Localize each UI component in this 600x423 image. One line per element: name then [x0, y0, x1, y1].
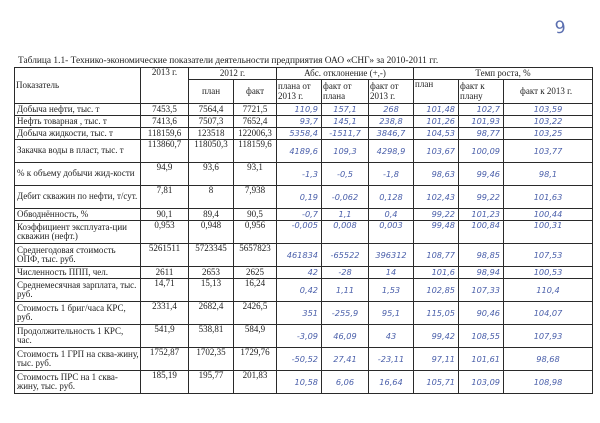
- cell-handwritten-fact-plan-dev: -0,062: [322, 186, 369, 209]
- row-label: Обводнённость, %: [15, 209, 141, 221]
- cell-2013: 7,81: [141, 186, 189, 209]
- cell-handwritten-growth-plan: 105,71: [414, 371, 459, 394]
- cell-2013: 0,953: [141, 221, 189, 244]
- cell-handwritten-fact-2013-dev: 0,4: [369, 209, 414, 221]
- row-label: Продолжительность 1 КРС, час.: [15, 325, 141, 348]
- col-header-growth-fact-to-plan: факт к плану: [459, 80, 504, 104]
- cell-handwritten-fact-2013-dev: 95,1: [369, 302, 414, 325]
- cell-handwritten-fact-2013-dev: 3846,7: [369, 128, 414, 140]
- col-header-indicator: Показатель: [15, 68, 141, 104]
- cell-handwritten-plan-dev: 0,19: [277, 186, 322, 209]
- cell-handwritten-growth-fact-plan: 100,84: [459, 221, 504, 244]
- cell-fact: 122006,3: [234, 128, 277, 140]
- row-label: Коэффициент эксплуата-ции скважин (нефт.): [15, 221, 141, 244]
- cell-2013: 1752,87: [141, 348, 189, 371]
- cell-handwritten-plan-dev: 93,7: [277, 116, 322, 128]
- cell-handwritten-growth-plan: 101,48: [414, 104, 459, 116]
- cell-handwritten-plan-dev: -0,005: [277, 221, 322, 244]
- cell-handwritten-fact-plan-dev: -0,5: [322, 163, 369, 186]
- row-label: Среднемесячная зарплата, тыс. руб.: [15, 279, 141, 302]
- cell-fact: 7652,4: [234, 116, 277, 128]
- table-row: [15, 128, 593, 140]
- row-label: Численность ППП, чел.: [15, 267, 141, 279]
- cell-handwritten-fact-plan-dev: 157,1: [322, 104, 369, 116]
- col-header-plan: план: [189, 80, 234, 104]
- cell-handwritten-growth-fact-2013: 100,44: [504, 209, 593, 221]
- row-label: Нефть товарная , тыс. т: [15, 116, 141, 128]
- cell-handwritten-growth-fact-plan: 101,61: [459, 348, 504, 371]
- cell-fact: 584,9: [234, 325, 277, 348]
- cell-handwritten-fact-plan-dev: 1,1: [322, 209, 369, 221]
- cell-handwritten-plan-dev: 461834: [277, 244, 322, 267]
- cell-handwritten-plan-dev: 42: [277, 267, 322, 279]
- cell-handwritten-growth-fact-plan: 101,23: [459, 209, 504, 221]
- cell-handwritten-growth-fact-plan: 102,7: [459, 104, 504, 116]
- table-row: [15, 186, 593, 209]
- cell-handwritten-growth-fact-plan: 98,77: [459, 128, 504, 140]
- table-row: [15, 140, 593, 163]
- cell-handwritten-fact-plan-dev: 145,1: [322, 116, 369, 128]
- cell-2013: 7413,6: [141, 116, 189, 128]
- row-label: Дебит скважин по нефти, т/сут.: [15, 186, 141, 209]
- cell-handwritten-fact-plan-dev: 6,06: [322, 371, 369, 394]
- col-header-growth-rate: Темп роста, %: [414, 68, 593, 80]
- cell-fact: 5657823: [234, 244, 277, 267]
- cell-handwritten-fact-plan-dev: 0,008: [322, 221, 369, 244]
- cell-handwritten-growth-plan: 97,11: [414, 348, 459, 371]
- table-row: [15, 116, 593, 128]
- cell-handwritten-growth-fact-2013: 98,68: [504, 348, 593, 371]
- cell-handwritten-fact-2013-dev: -1,8: [369, 163, 414, 186]
- row-label: Закачка воды в пласт, тыс. т: [15, 140, 141, 163]
- cell-handwritten-growth-fact-2013: 107,93: [504, 325, 593, 348]
- cell-2013: 185,19: [141, 371, 189, 394]
- cell-2013: 113860,7: [141, 140, 189, 163]
- cell-handwritten-growth-plan: 101,6: [414, 267, 459, 279]
- col-header-fact-from-plan: факт от плана: [322, 80, 369, 104]
- col-header-2013: 2013 г.: [141, 68, 189, 104]
- row-label: Среднегодовая стоимость ОПФ, тыс. руб.: [15, 244, 141, 267]
- cell-handwritten-plan-dev: -1,3: [277, 163, 322, 186]
- cell-plan: 0,948: [189, 221, 234, 244]
- cell-handwritten-growth-plan: 99,48: [414, 221, 459, 244]
- table-row: [15, 348, 593, 371]
- cell-2013: 90,1: [141, 209, 189, 221]
- cell-handwritten-fact-plan-dev: 46,09: [322, 325, 369, 348]
- cell-handwritten-growth-plan: 104,53: [414, 128, 459, 140]
- cell-handwritten-growth-fact-2013: 104,07: [504, 302, 593, 325]
- cell-fact: 16,24: [234, 279, 277, 302]
- cell-handwritten-growth-fact-plan: 108,55: [459, 325, 504, 348]
- cell-plan: 123518: [189, 128, 234, 140]
- row-label: Добыча нефти, тыс. т: [15, 104, 141, 116]
- handwritten-page-number: 9: [553, 17, 567, 39]
- cell-fact: 90,5: [234, 209, 277, 221]
- cell-2013: 2331,4: [141, 302, 189, 325]
- cell-plan: 93,6: [189, 163, 234, 186]
- cell-handwritten-fact-plan-dev: -255,9: [322, 302, 369, 325]
- col-header-abs-deviation: Абс. отклонение (+,-): [277, 68, 414, 80]
- row-label: Добыча жидкости, тыс. т: [15, 128, 141, 140]
- cell-plan: 15,13: [189, 279, 234, 302]
- cell-plan: 7507,3: [189, 116, 234, 128]
- cell-handwritten-plan-dev: -0,7: [277, 209, 322, 221]
- table-row: [15, 104, 593, 116]
- col-header-plan-from-2013: плана от 2013 г.: [277, 80, 322, 104]
- cell-handwritten-fact-plan-dev: -1511,7: [322, 128, 369, 140]
- cell-fact: 2426,5: [234, 302, 277, 325]
- cell-handwritten-plan-dev: 4189,6: [277, 140, 322, 163]
- cell-handwritten-growth-fact-2013: 107,53: [504, 244, 593, 267]
- cell-2013: 118159,6: [141, 128, 189, 140]
- cell-plan: 89,4: [189, 209, 234, 221]
- col-header-fact-from-2013: факт от 2013 г.: [369, 80, 414, 104]
- cell-handwritten-fact-2013-dev: 14: [369, 267, 414, 279]
- cell-handwritten-fact-plan-dev: 109,3: [322, 140, 369, 163]
- cell-handwritten-growth-fact-2013: 103,77: [504, 140, 593, 163]
- cell-handwritten-fact-2013-dev: 396312: [369, 244, 414, 267]
- cell-fact: 7,938: [234, 186, 277, 209]
- table-row: [15, 221, 593, 244]
- cell-handwritten-fact-2013-dev: 0,128: [369, 186, 414, 209]
- cell-handwritten-growth-fact-2013: 108,98: [504, 371, 593, 394]
- cell-2013: 541,9: [141, 325, 189, 348]
- cell-handwritten-growth-plan: 103,67: [414, 140, 459, 163]
- cell-handwritten-plan-dev: -3,09: [277, 325, 322, 348]
- cell-fact: 118159,6: [234, 140, 277, 163]
- cell-handwritten-fact-2013-dev: 0,003: [369, 221, 414, 244]
- cell-handwritten-plan-dev: -50,52: [277, 348, 322, 371]
- cell-handwritten-growth-fact-plan: 101,93: [459, 116, 504, 128]
- cell-fact: 0,956: [234, 221, 277, 244]
- table-row: [15, 302, 593, 325]
- row-label: Стоимость 1 бриг/часа КРС, руб.: [15, 302, 141, 325]
- cell-handwritten-growth-plan: 108,77: [414, 244, 459, 267]
- row-label: Стоимость 1 ГРП на сква-жину, тыс. руб.: [15, 348, 141, 371]
- cell-handwritten-fact-plan-dev: -28: [322, 267, 369, 279]
- cell-handwritten-growth-plan: 102,85: [414, 279, 459, 302]
- cell-plan: 7564,4: [189, 104, 234, 116]
- cell-handwritten-plan-dev: 351: [277, 302, 322, 325]
- cell-handwritten-growth-plan: 101,26: [414, 116, 459, 128]
- cell-fact: 93,1: [234, 163, 277, 186]
- cell-2013: 94,9: [141, 163, 189, 186]
- cell-plan: 538,81: [189, 325, 234, 348]
- cell-plan: 2682,4: [189, 302, 234, 325]
- cell-handwritten-fact-2013-dev: 1,53: [369, 279, 414, 302]
- cell-handwritten-growth-fact-plan: 90,46: [459, 302, 504, 325]
- col-header-growth-fact-to-2013: факт к 2013 г.: [504, 80, 593, 104]
- cell-handwritten-fact-plan-dev: -65522: [322, 244, 369, 267]
- cell-handwritten-fact-2013-dev: 16,64: [369, 371, 414, 394]
- table-row: [15, 267, 593, 279]
- cell-handwritten-fact-2013-dev: -23,11: [369, 348, 414, 371]
- cell-handwritten-growth-fact-plan: 107,33: [459, 279, 504, 302]
- cell-handwritten-fact-2013-dev: 43: [369, 325, 414, 348]
- cell-plan: 1702,35: [189, 348, 234, 371]
- cell-handwritten-fact-2013-dev: 238,8: [369, 116, 414, 128]
- cell-2013: 2611: [141, 267, 189, 279]
- header-row-top: [15, 68, 593, 80]
- cell-handwritten-growth-plan: 115,05: [414, 302, 459, 325]
- cell-handwritten-growth-fact-2013: 110,4: [504, 279, 593, 302]
- row-label: % к объему добычи жид-кости: [15, 163, 141, 186]
- cell-handwritten-growth-fact-2013: 101,63: [504, 186, 593, 209]
- economic-indicators-table: [14, 67, 593, 394]
- cell-handwritten-growth-fact-plan: 99,22: [459, 186, 504, 209]
- cell-handwritten-growth-plan: 99,42: [414, 325, 459, 348]
- cell-handwritten-growth-fact-2013: 98,1: [504, 163, 593, 186]
- table-row: [15, 279, 593, 302]
- cell-2013: 7453,5: [141, 104, 189, 116]
- cell-handwritten-fact-plan-dev: 27,41: [322, 348, 369, 371]
- table-row: [15, 163, 593, 186]
- table-caption: Таблица 1.1- Технико-экономические показатели деятельности предприятия ОАО «СНГ» за 2010-2011 гг.: [18, 56, 439, 66]
- cell-handwritten-growth-plan: 98,63: [414, 163, 459, 186]
- cell-handwritten-plan-dev: 110,9: [277, 104, 322, 116]
- row-label: Стоимость ПРС на 1 сква-жину, тыс. руб.: [15, 371, 141, 394]
- table-row: [15, 325, 593, 348]
- cell-handwritten-fact-2013-dev: 4298,9: [369, 140, 414, 163]
- cell-handwritten-growth-plan: 102,43: [414, 186, 459, 209]
- cell-handwritten-growth-plan: 99,22: [414, 209, 459, 221]
- cell-plan: 2653: [189, 267, 234, 279]
- table-row: [15, 209, 593, 221]
- cell-plan: 5723345: [189, 244, 234, 267]
- cell-handwritten-growth-fact-plan: 98,85: [459, 244, 504, 267]
- cell-2013: 5261511: [141, 244, 189, 267]
- cell-plan: 8: [189, 186, 234, 209]
- cell-fact: 2625: [234, 267, 277, 279]
- cell-handwritten-growth-fact-2013: 100,53: [504, 267, 593, 279]
- cell-handwritten-fact-plan-dev: 1,11: [322, 279, 369, 302]
- col-header-growth-plan: план: [414, 80, 459, 104]
- cell-handwritten-growth-fact-plan: 100,09: [459, 140, 504, 163]
- cell-handwritten-plan-dev: 5358,4: [277, 128, 322, 140]
- cell-handwritten-growth-fact-plan: 103,09: [459, 371, 504, 394]
- table-row: [15, 371, 593, 394]
- cell-handwritten-growth-fact-2013: 103,25: [504, 128, 593, 140]
- col-header-fact: факт: [234, 80, 277, 104]
- cell-plan: 118050,3: [189, 140, 234, 163]
- cell-fact: 201,83: [234, 371, 277, 394]
- col-header-2012: 2012 г.: [189, 68, 277, 80]
- cell-fact: 7721,5: [234, 104, 277, 116]
- cell-handwritten-growth-fact-plan: 99,46: [459, 163, 504, 186]
- cell-handwritten-growth-fact-2013: 103,59: [504, 104, 593, 116]
- cell-handwritten-fact-2013-dev: 268: [369, 104, 414, 116]
- cell-handwritten-plan-dev: 10,58: [277, 371, 322, 394]
- cell-2013: 14,71: [141, 279, 189, 302]
- cell-handwritten-growth-fact-2013: 100,31: [504, 221, 593, 244]
- cell-handwritten-plan-dev: 0,42: [277, 279, 322, 302]
- cell-handwritten-growth-fact-2013: 103,22: [504, 116, 593, 128]
- table-row: [15, 244, 593, 267]
- cell-fact: 1729,76: [234, 348, 277, 371]
- cell-plan: 195,77: [189, 371, 234, 394]
- cell-handwritten-growth-fact-plan: 98,94: [459, 267, 504, 279]
